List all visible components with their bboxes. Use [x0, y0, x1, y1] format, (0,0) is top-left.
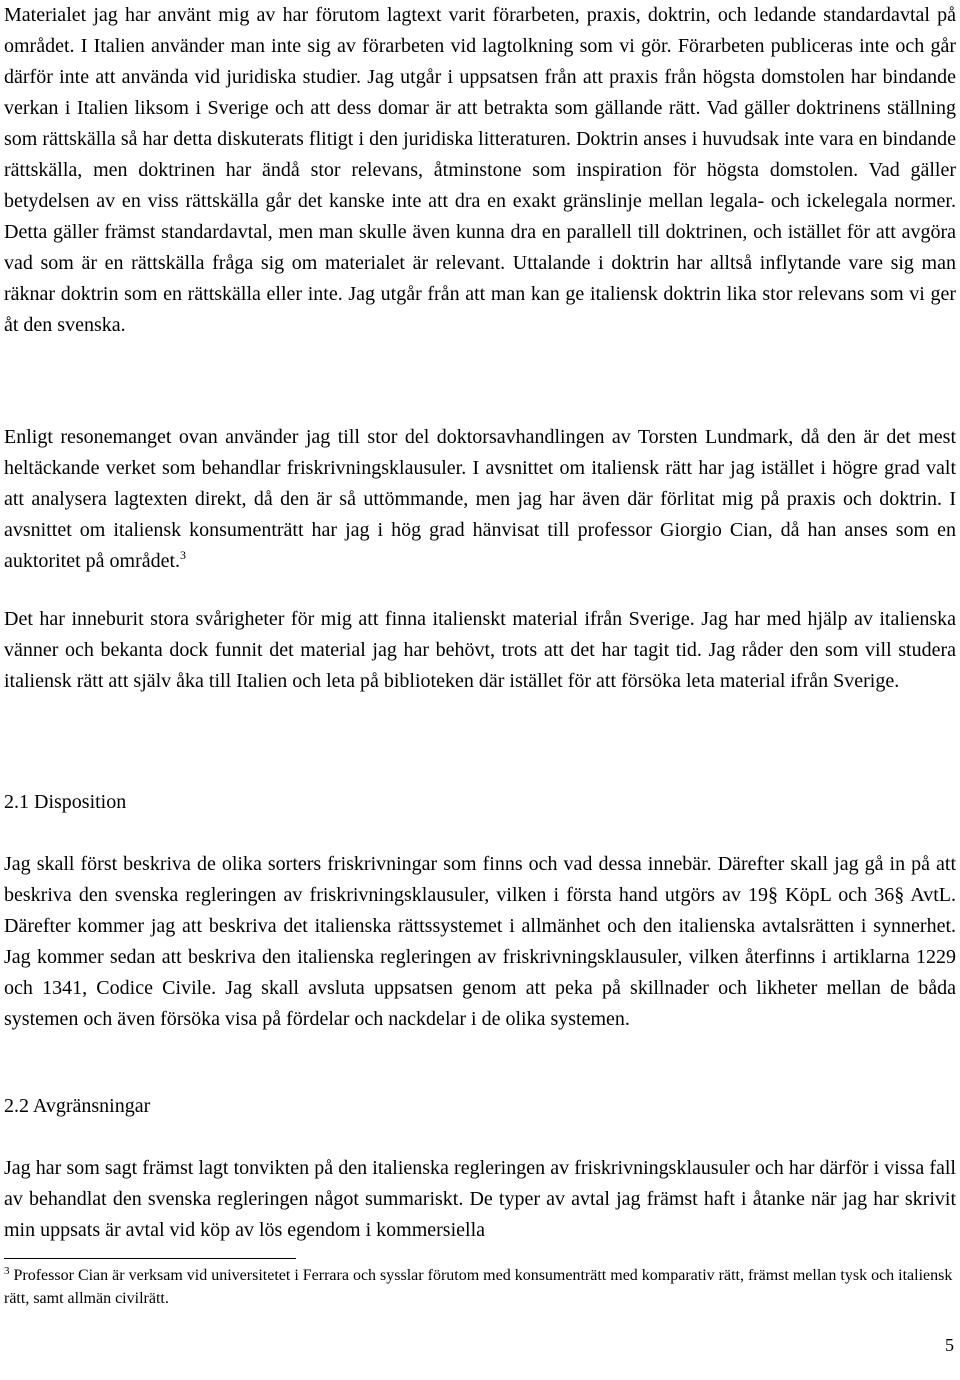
paragraph-text: Jag har som sagt främst lagt tonvikten på den italienska regleringen av friskrivningsklausuler och har därför i vissa fall av behandlat den svenska regleringen något summariskt. De typer av avtal jag främst haft i åtanke när jag har skrivit min uppsats är avtal vid köp av lös egendom i kommersiella — [4, 1157, 956, 1241]
paragraph-material — [4, 0, 956, 341]
paragraph-method — [4, 422, 956, 577]
section-heading-avgransningar: 2.2 Avgränsningar — [4, 1095, 151, 1117]
section-heading-disposition: 2.1 Disposition — [4, 791, 127, 813]
paragraph-avgransningar — [4, 1153, 956, 1246]
paragraph-text: Materialet jag har använt mig av har förutom lagtext varit förarbeten, praxis, doktrin, och ledande standardavtal på området. I Italien använder man inte sig av förarbeten vid lagtolkning som vi gör. Förarbeten publiceras inte och går därför inte att använda vid juridiska studier. Jag utgår i uppsatsen från att praxis från högsta domstolen har bindande verkan i Italien liksom i Sverige och att dess domar är att betrakta som gällande rätt. Vad gäller doktrinens ställning som rättskälla så har detta diskuterats flitigt i den juridiska litteraturen. Doktrin anses i huvudsak inte vara en bindande rättskälla, men doktrinen har ändå stor relevans, åtminstone som inspiration för högsta domstolen. Vad gäller betydelsen av en viss rättskälla går det kanske inte att dra en exakt gränslinje mellan legala- och ickelegala normer. Detta gäller främst standardavtal, men man skulle även kunna dra en parallell till doktrinen, och istället för att avgöra vad som är en rättskälla fråga sig om materialet är relevant. Uttalande i doktrin har alltså inflytande vare sig man räknar doktrin som en rättskälla eller inte. Jag utgår från att man kan ge italiensk doktrin lika stor relevans som vi ger åt den svenska. — [4, 4, 956, 336]
paragraph-text: Jag skall först beskriva de olika sorters friskrivningar som finns och vad dessa innebär. Därefter skall jag gå in på att beskriva den svenska regleringen av friskrivningsklausuler, vilken i första hand utgörs av 19§ KöpL och 36§ AvtL. Därefter kommer jag att beskriva det italienska rättssystemet i allmänhet och den italienska avtalsrätten i synnerhet. Jag kommer sedan att beskriva den italienska regleringen av friskrivningsklausuler, vilken återfinns i artiklarna 1229 och 1341, Codice Civile. Jag skall avsluta uppsatsen genom att peka på skillnader och likheter mellan de båda systemen och även försöka visa på fördelar och nackdelar i de olika systemen. — [4, 853, 956, 1030]
page-number: 5 — [945, 1335, 954, 1355]
footnote-marker: 3 — [4, 1265, 10, 1277]
paragraph-difficulties — [4, 604, 956, 697]
footnote-reference[interactable]: 3 — [180, 548, 187, 562]
footnote — [4, 1264, 956, 1310]
paragraph-disposition — [4, 849, 956, 1035]
footnote-text: Professor Cian är verksam vid universitetet i Ferrara och sysslar förutom med konsumenträtt med komparativ rätt, främst mellan tysk och italiensk rätt, samt allmän civilrätt. — [4, 1267, 953, 1307]
footnote-separator — [4, 1258, 296, 1259]
paragraph-text: Det har inneburit stora svårigheter för mig att finna italienskt material ifrån Sverige. Jag har med hjälp av italienska vänner och bekanta dock funnit det material jag har behövt, trots att det har tagit tid. Jag råder den som vill studera italiensk rätt att själv åka till Italien och leta på biblioteken där istället för att försöka leta material ifrån Sverige. — [4, 608, 956, 692]
paragraph-text: Enligt resonemanget ovan använder jag till stor del doktorsavhandlingen av Torsten Lundmark, då den är det mest heltäckande verket som behandlar friskrivningsklausuler. I avsnittet om italiensk rätt har jag istället i högre grad valt att analysera lagtexten direkt, då den är så uttömmande, men jag har även där förlitat mig på praxis och doktrin. I avsnittet om italiensk konsumenträtt har jag i hög grad hänvisat till professor Giorgio Cian, då han anses som en auktoritet på området. — [4, 426, 956, 572]
